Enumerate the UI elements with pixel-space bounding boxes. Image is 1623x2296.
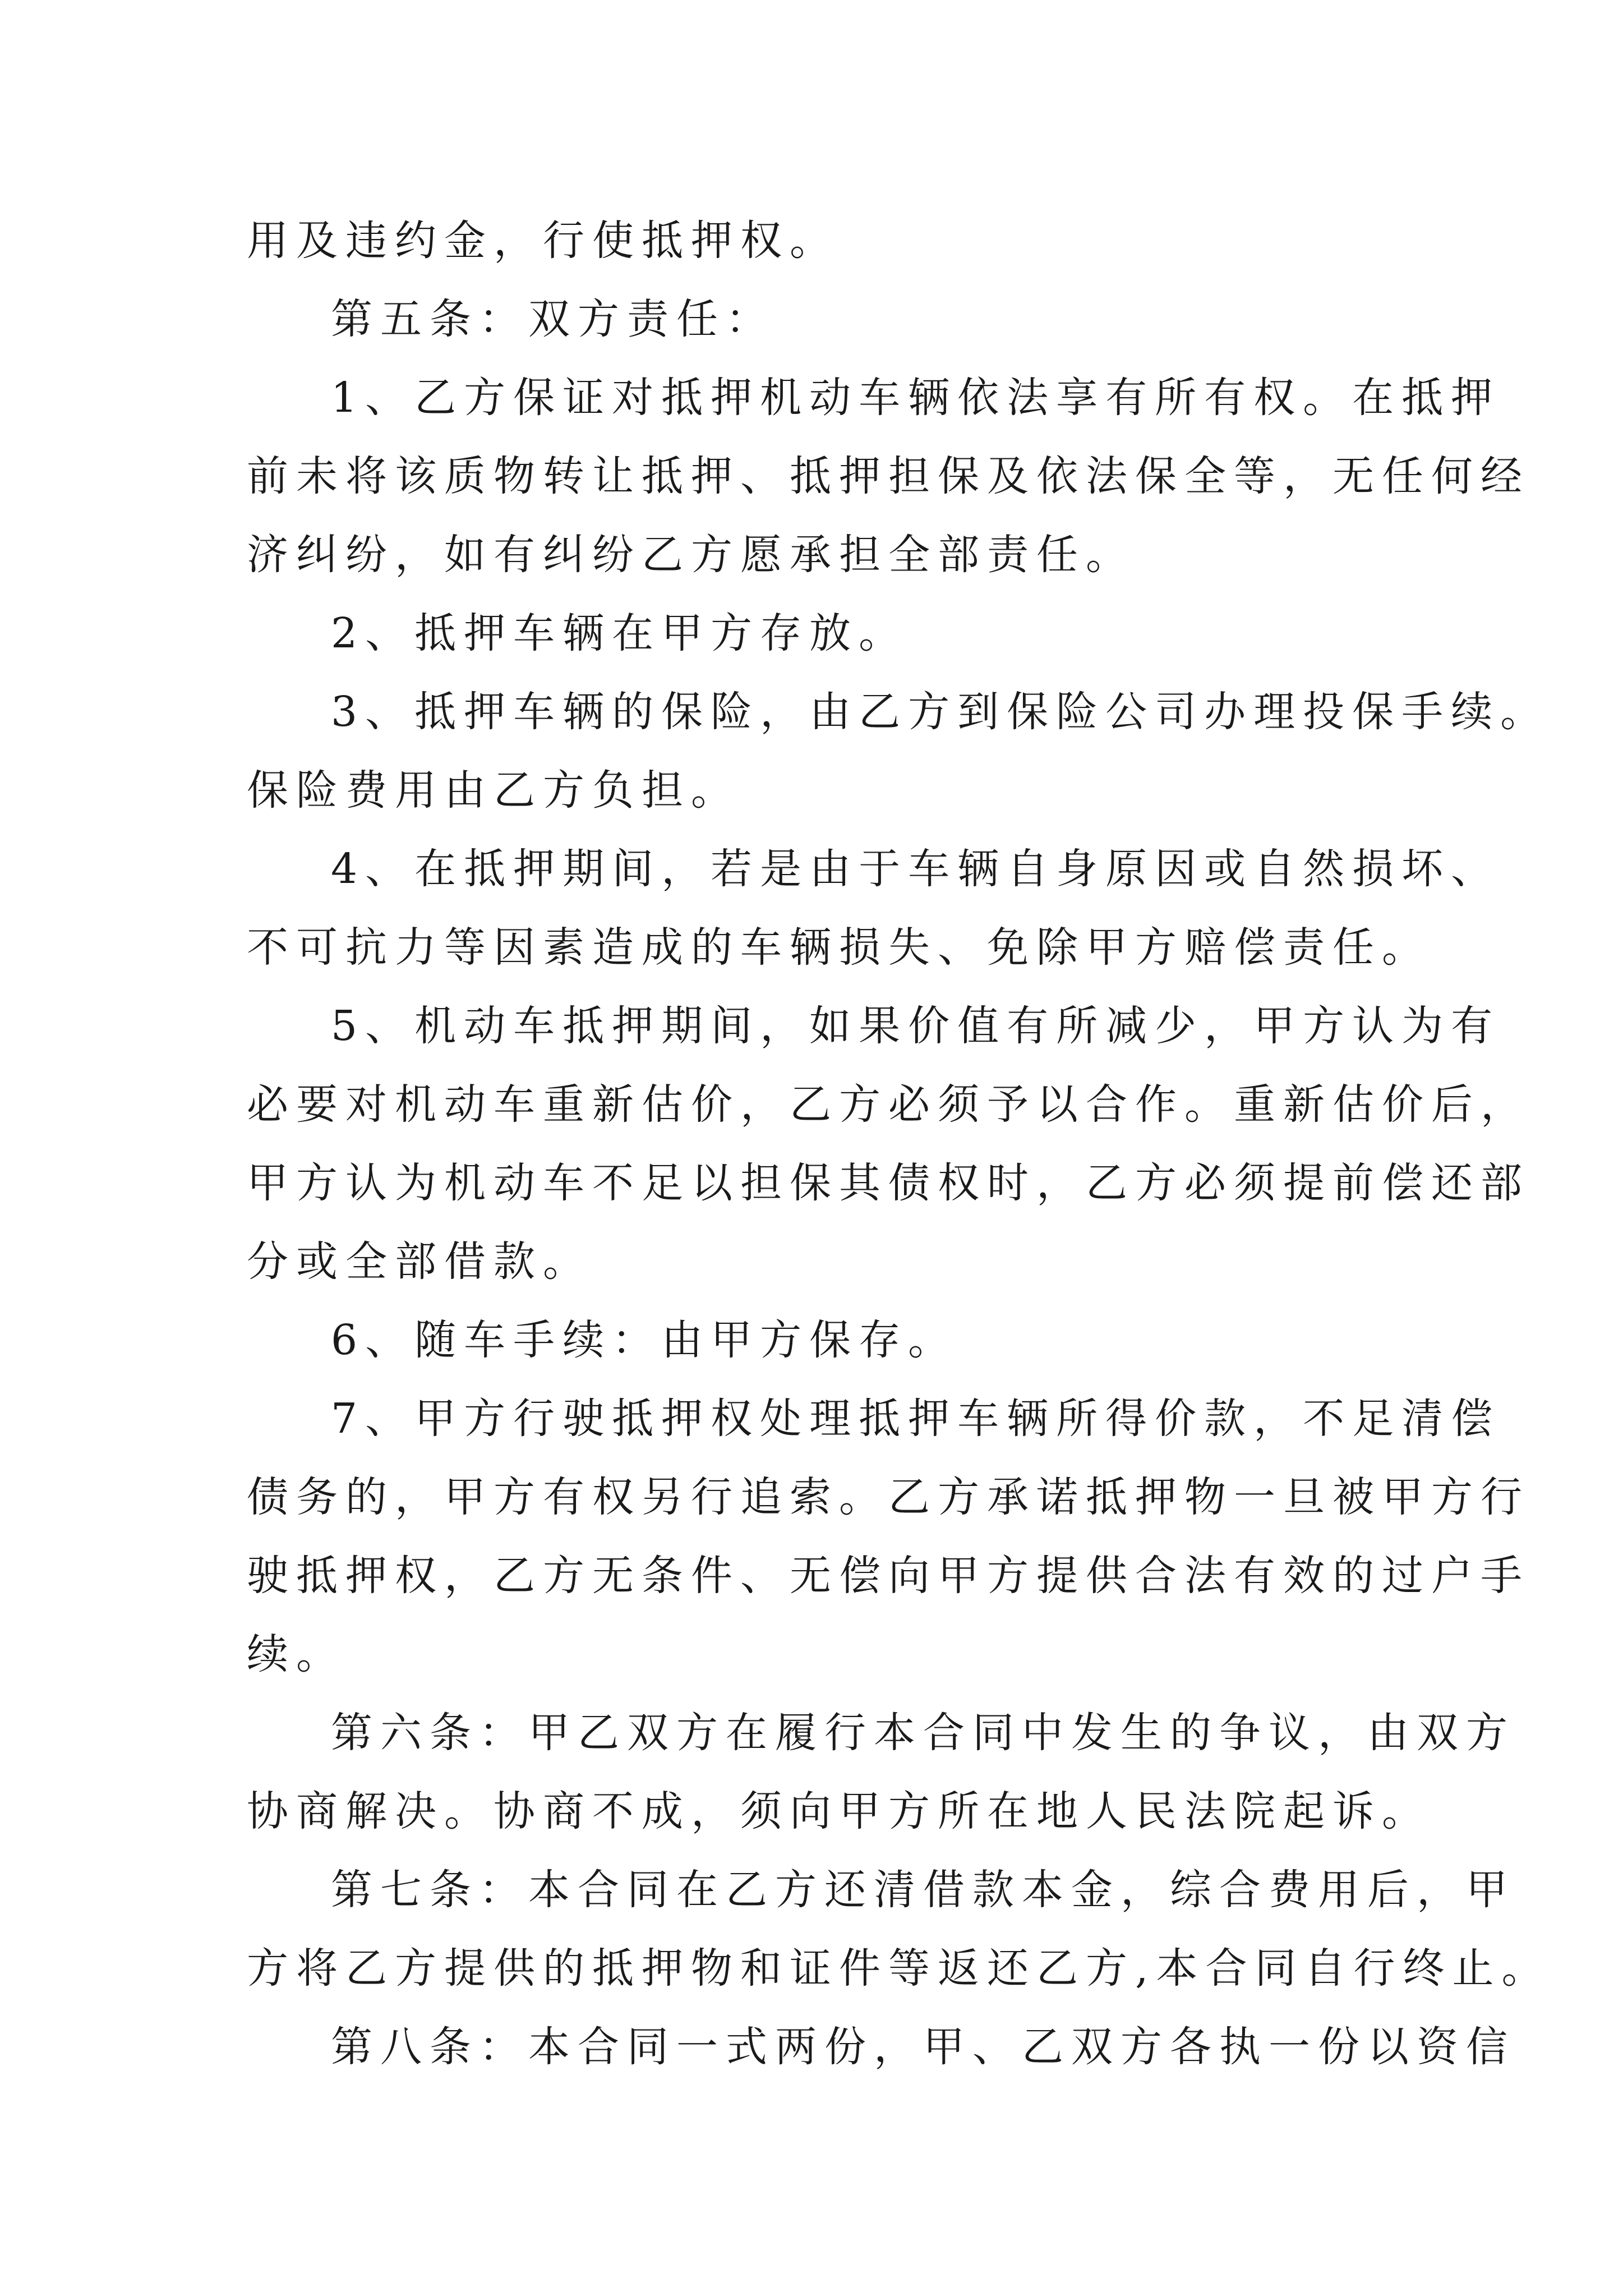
text-line: 债务的，甲方有权另行追索。乙方承诺抵押物一旦被甲方行 xyxy=(247,1473,1530,1521)
text-line: 甲方认为机动车不足以担保其债权时，乙方必须提前偿还部 xyxy=(247,1159,1530,1207)
text-line: 1、乙方保证对抵押机动车辆依法享有所有权。在抵押 xyxy=(331,374,1501,422)
text-line: 必要对机动车重新估价，乙方必须予以合作。重新估价后， xyxy=(247,1080,1530,1129)
text-line: 前未将该质物转让抵押、抵押担保及依法保全等，无任何经 xyxy=(247,452,1530,500)
text-line: 协商解决。协商不成，须向甲方所在地人民法院起诉。 xyxy=(247,1787,1431,1835)
text-line: 不可抗力等因素造成的车辆损失、免除甲方赔偿责任。 xyxy=(247,923,1431,972)
article-8-text: 第八条：本合同一式两份，甲、乙双方各执一份以资信 xyxy=(331,2023,1515,2071)
text-line: 4、在抵押期间，若是由于车辆自身原因或自然损坏、 xyxy=(331,845,1501,893)
text-line: 6、随车手续：由甲方保存。 xyxy=(331,1316,958,1364)
article-6-text: 第六条：甲乙双方在履行本合同中发生的争议，由双方 xyxy=(331,1709,1515,1757)
text-line: 7、甲方行驶抵押权处理抵押车辆所得价款，不足清偿 xyxy=(331,1395,1501,1443)
text-line: 济纠纷，如有纠纷乙方愿承担全部责任。 xyxy=(247,531,1135,579)
text-line: 续。 xyxy=(247,1630,345,1678)
text-line: 3、抵押车辆的保险，由乙方到保险公司办理投保手续。 xyxy=(331,688,1550,736)
article-7-text: 第七条：本合同在乙方还清借款本金，综合费用后，甲 xyxy=(331,1866,1515,1914)
text-line: 驶抵押权，乙方无条件、无偿向甲方提供合法有效的过户手 xyxy=(247,1552,1530,1600)
text-line: 2、抵押车辆在甲方存放。 xyxy=(331,609,909,657)
text-line: 用及违约金，行使抵押权。 xyxy=(247,217,839,265)
text-line: 分或全部借款。 xyxy=(247,1237,592,1286)
text-line: 方将乙方提供的抵押物和证件等返还乙方,本合同自行终止。 xyxy=(247,1944,1551,1993)
text-line: 5、机动车抵押期间，如果价值有所减少，甲方认为有 xyxy=(331,1002,1501,1050)
article-5-heading: 第五条：双方责任： xyxy=(331,295,775,343)
text-line: 保险费用由乙方负担。 xyxy=(247,766,740,815)
